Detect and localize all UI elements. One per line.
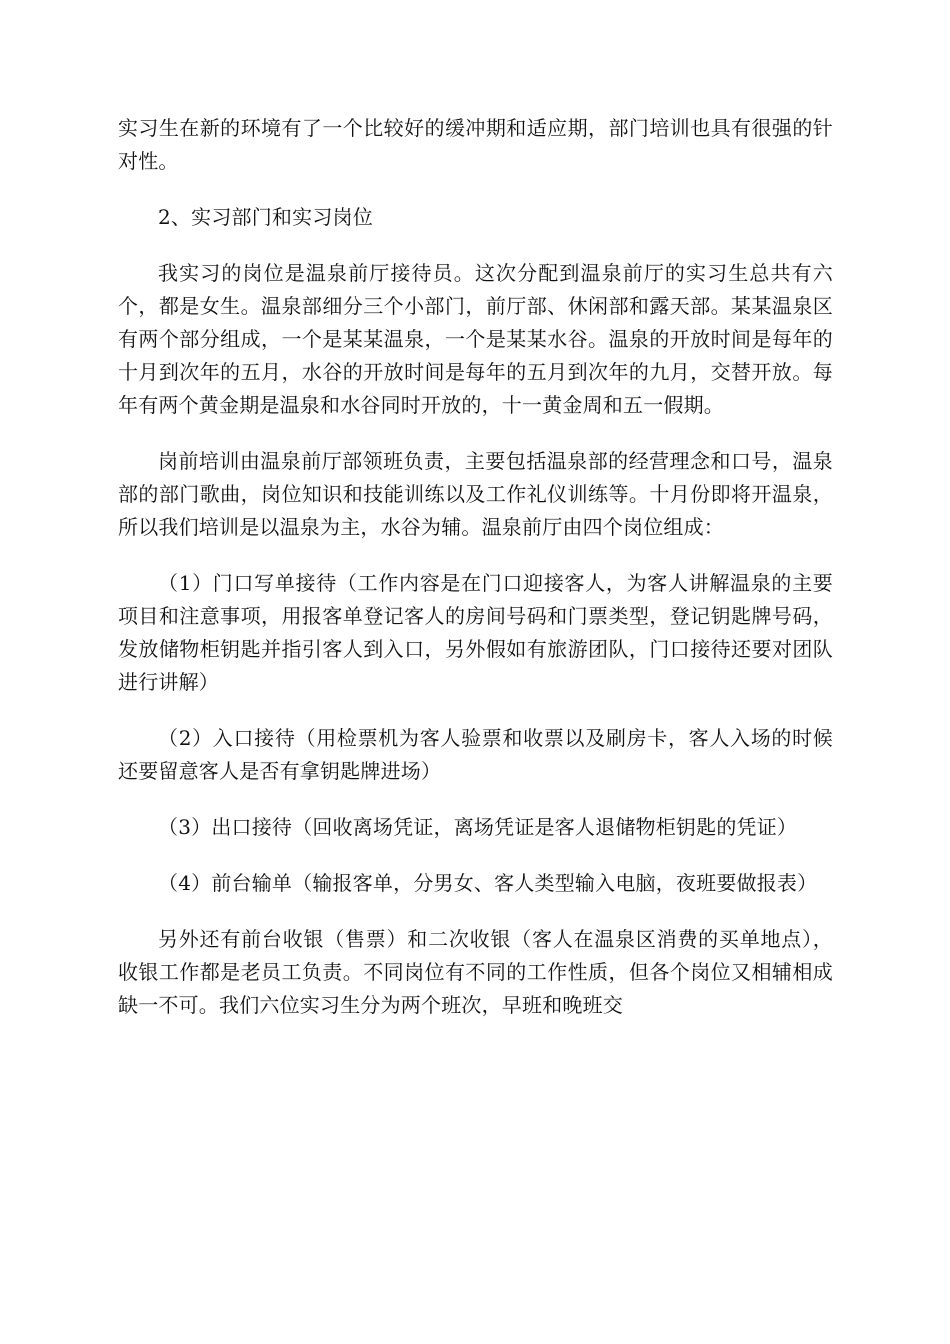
paragraph-position-overview: 我实习的岗位是温泉前厅接待员。这次分配到温泉前厅的实习生总共有六个，都是女生。温泉部细分三个小部门，前厅部、休闲部和露天部。某某温泉区有两个部分组成，一个是某某温泉，一个是某某水谷。温泉的开放时间是每年的十月到次年的五月，水谷的开放时间是每年的五月到次年的九月，交替开放。每年有两个黄金期是温泉和水谷同时开放的，十一黄金周和五一假期。	[118, 261, 833, 417]
list-item-door-reception: （1）门口写单接待（工作内容是在门口迎接客人，为客人讲解温泉的主要项目和注意事项，用报客单登记客人的房间号码和门票类型，登记钥匙牌号码，发放储物柜钥匙并指引客人到入口，另外假如有旅游团队，门口接待还要对团队进行讲解）	[118, 571, 833, 694]
list-item-entrance-reception: （2）入口接待（用检票机为客人验票和收票以及刷房卡，客人入场的时候还要留意客人是否有拿钥匙牌进场）	[118, 726, 833, 783]
section-heading-internship-position: 2、实习部门和实习岗位	[158, 205, 373, 229]
document-body	[118, 112, 833, 1045]
paragraph-pre-job-training: 岗前培训由温泉前厅部领班负责，主要包括温泉部的经营理念和口号，温泉部的部门歌曲，岗位知识和技能训练以及工作礼仪训练等。十月份即将开温泉，所以我们培训是以温泉为主，水谷为辅。温泉前厅由四个岗位组成：	[118, 449, 833, 539]
list-item-front-desk-input: （4）前台输单（输报客单，分男女、客人类型输入电脑，夜班要做报表）	[158, 871, 818, 895]
paragraph-cashier-and-shifts: 另外还有前台收银（售票）和二次收银（客人在温泉区消费的买单地点），收银工作都是老员工负责。不同岗位有不同的工作性质，但各个岗位又相辅相成缺一不可。我们六位实习生分为两个班次，早班和晚班交	[118, 927, 833, 1017]
list-item-exit-reception: （3）出口接待（回收离场凭证，离场凭证是客人退储物柜钥匙的凭证）	[158, 815, 798, 839]
paragraph-buffer-period: 实习生在新的环境有了一个比较好的缓冲期和适应期，部门培训也具有很强的针对性。	[118, 116, 833, 173]
